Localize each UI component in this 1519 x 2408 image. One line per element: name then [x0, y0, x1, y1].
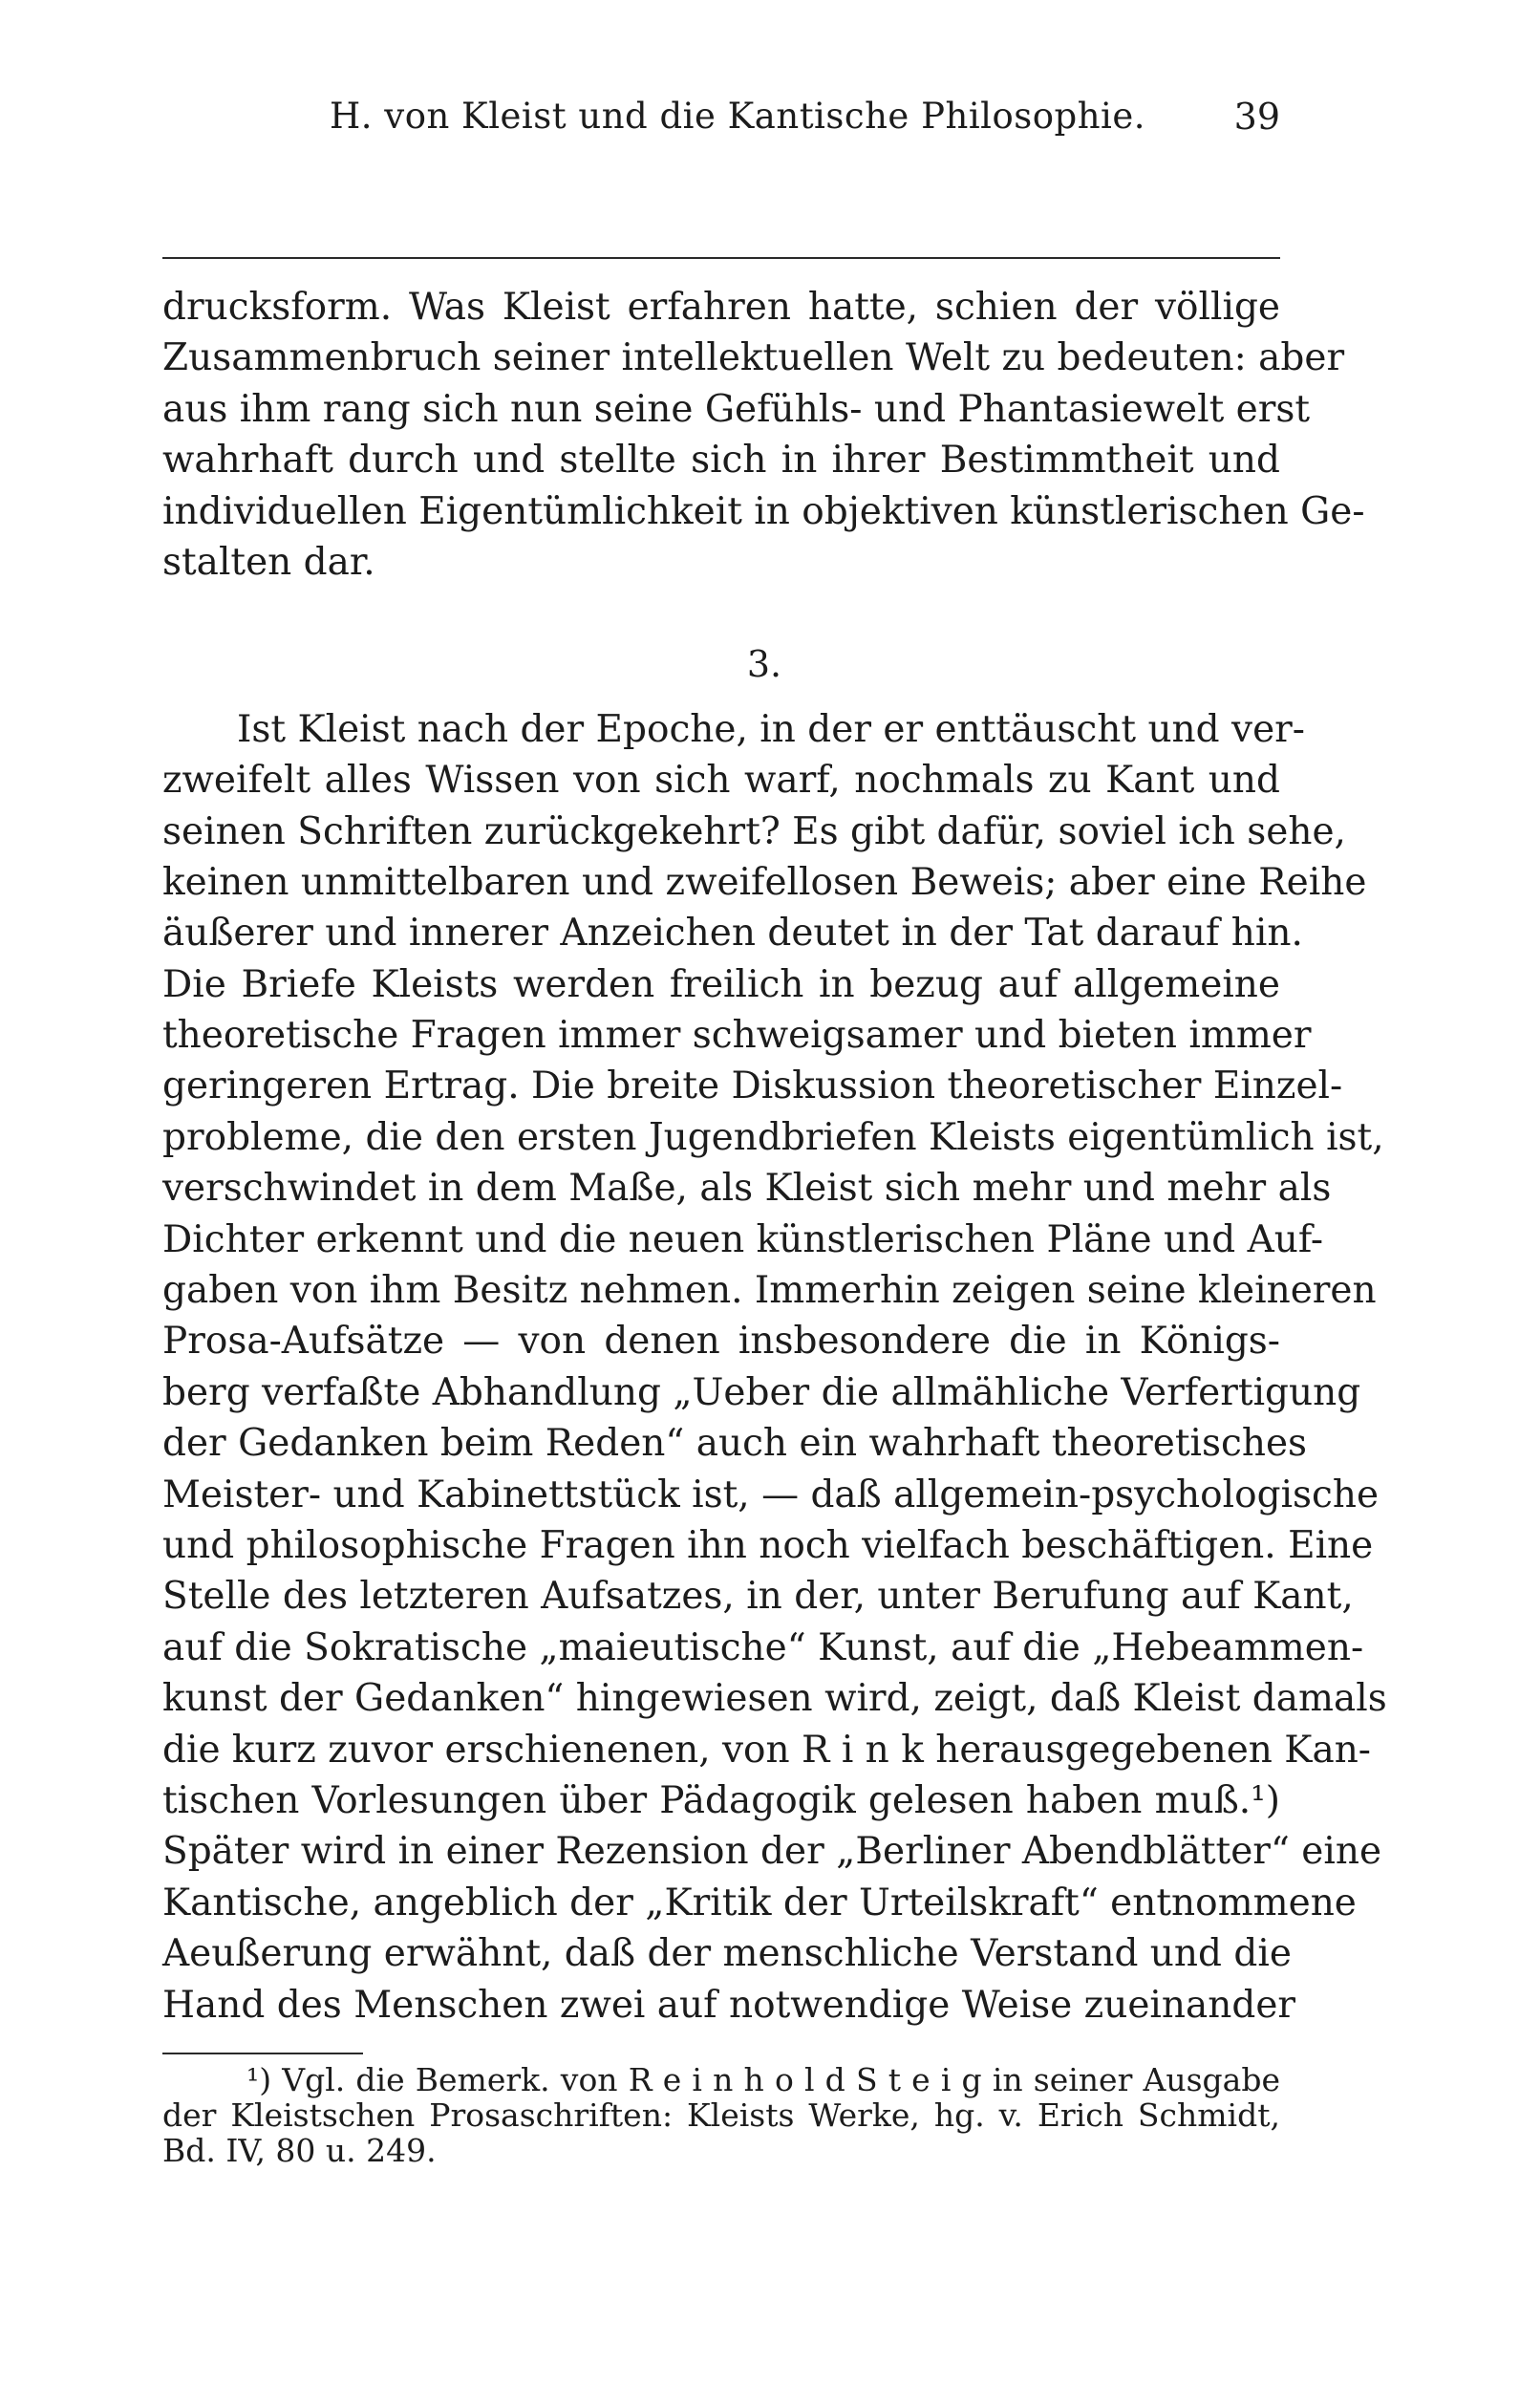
footnote-line: der Kleistschen Prosaschriften: Kleists Werke, hg. v. Erich Schmidt,	[162, 2096, 1280, 2134]
paragraph-continuation	[162, 282, 1365, 588]
footnote-line: Bd. IV, 80 u. 249.	[162, 2132, 437, 2169]
text-line: stalten dar.	[162, 540, 375, 584]
book-page	[162, 96, 1387, 2169]
text-line: Die Briefe Kleists werden freilich in bezug auf allgemeine	[162, 962, 1280, 1006]
text-line: seinen Schriften zurückgekehrt? Es gibt dafür, soviel ich sehe,	[162, 809, 1346, 853]
text-line: wahrhaft durch und stellte sich in ihrer Bestimmtheit und	[162, 439, 1280, 483]
text-line: aus ihm rang sich nun seine Gefühls- und Phantasiewelt erst	[162, 387, 1311, 431]
text-line: drucksform. Was Kleist erfahren hatte, schien der völlige	[162, 286, 1280, 329]
text-line: Später wird in einer Rezension der „Berliner Abendblätter“ eine	[162, 1830, 1382, 1874]
text-line: Stelle des letzteren Aufsatzes, in der, unter Berufung auf Kant,	[162, 1575, 1354, 1619]
text-line: Meister- und Kabinettstück ist, — daß allgemein-psychologische	[162, 1473, 1380, 1516]
text-line: und philosophische Fragen ihn noch vielfach beschäftigen. Eine	[162, 1523, 1374, 1567]
text-line: Hand des Menschen zwei auf notwendige Weise zueinander	[162, 1983, 1296, 2027]
text-line: die kurz zuvor erschienenen, von R i n k herausgegebenen Kan-	[162, 1728, 1371, 1772]
text-line: kunst der Gedanken“ hingewiesen wird, zeigt, daß Kleist damals	[162, 1677, 1387, 1721]
text-line: individuellen Eigentümlichkeit in objektiven künstlerischen Ge-	[162, 489, 1365, 533]
text-line: theoretische Fragen immer schweigsamer und bieten immer	[162, 1014, 1312, 1058]
text-line: Aeußerung erwähnt, daß der menschliche Verstand und die	[162, 1932, 1292, 1976]
text-line: der Gedanken beim Reden“ auch ein wahrhaft theoretisches	[162, 1422, 1308, 1466]
text-line: äußerer und innerer Anzeichen deutet in der Tat darauf hin.	[162, 912, 1303, 956]
running-header	[162, 96, 1280, 155]
running-title: H. von Kleist und die Kantische Philosophie.	[330, 96, 1146, 137]
text-line: verschwindet in dem Maße, als Kleist sich mehr und mehr als	[162, 1167, 1332, 1211]
body-text	[162, 282, 1387, 2031]
text-line: Ist Kleist nach der Epoche, in der er enttäuscht und ver-	[237, 707, 1305, 751]
text-line: auf die Sokratische „maieutische“ Kunst, auf die „Hebeammen-	[162, 1625, 1364, 1669]
section-number: 3.	[746, 643, 782, 686]
text-line: berg verfaßte Abhandlung „Ueber die allmähliche Verfertigung	[162, 1370, 1361, 1414]
header-rule	[162, 257, 1280, 259]
text-line: geringeren Ertrag. Die breite Diskussion theoretischer Einzel-	[162, 1064, 1343, 1108]
text-line: Dichter erkennt und die neuen künstlerischen Pläne und Auf-	[162, 1217, 1324, 1261]
text-line: zweifelt alles Wissen von sich warf, nochmals zu Kant und	[162, 759, 1280, 803]
text-line: Kantische, angeblich der „Kritik der Urteilskraft“ entnommene	[162, 1881, 1357, 1924]
text-line: tischen Vorlesungen über Pädagogik gelesen haben muß.¹)	[162, 1778, 1280, 1822]
text-line: Zusammenbruch seiner intellektuellen Welt zu bedeuten: aber	[162, 336, 1345, 380]
text-line: keinen unmittelbaren und zweifellosen Beweis; aber eine Reihe	[162, 860, 1367, 904]
text-line: gaben von ihm Besitz nehmen. Immerhin zeigen seine kleineren	[162, 1269, 1377, 1313]
paragraph-section-3	[162, 704, 1387, 2031]
footnote	[162, 2062, 1280, 2168]
footnote-rule	[162, 2053, 363, 2054]
footnote-line: ¹) Vgl. die Bemerk. von R e i n h o l d S t e i g in seiner Ausgabe	[246, 2061, 1280, 2098]
text-line: Prosa-Aufsätze — von denen insbesondere die in Königs-	[162, 1320, 1280, 1364]
text-line: probleme, die den ersten Jugendbriefen Kleists eigentümlich ist,	[162, 1115, 1384, 1159]
page-number: 39	[1233, 96, 1280, 138]
